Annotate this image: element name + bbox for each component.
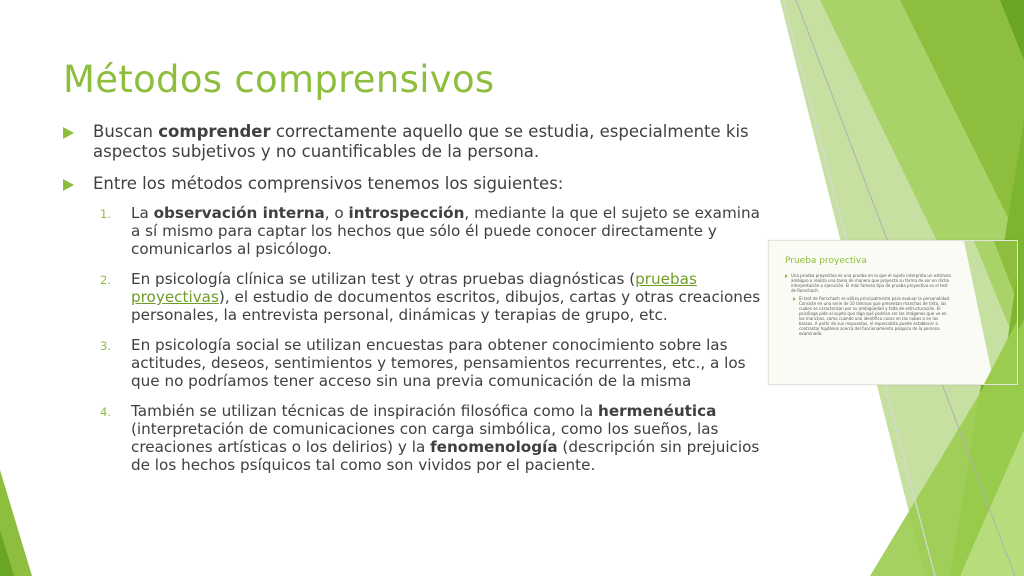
numbered-item	[100, 204, 772, 258]
bullet-arrow-icon	[63, 179, 74, 191]
bullet-arrow-icon	[63, 127, 74, 139]
bullet-item	[63, 174, 783, 194]
bullet-item	[63, 122, 783, 162]
bullet-text: Buscan comprender correctamente aquello que se estudia, especialmente kis aspectos subjetivos y no cuantificables de la persona.	[93, 122, 749, 161]
item-number: 3.	[100, 339, 111, 353]
item-text: También se utilizan técnicas de inspiración filosófica como la hermenéutica (interpretación de comunicaciones con carga simbólica, como los sueños, las creaciones artísticas o los delirios) y la fenomenología (descripción sin prejuicios de los hechos psíquicos tal como son vividos por el paciente.	[131, 402, 760, 474]
item-number: 1.	[100, 207, 111, 221]
thumbnail-subparagraph: El test de Rorschach se utiliza principalmente para evaluar la personalidad. Consiste en una serie de 10 láminas que presentan manchas de tinta, las cuales se caracterizan por su ambigüedad y falta de estructuración. El psicólogo pide al sujeto que diga qué podrían ser las imágenes que ve en las manchas, como cuando uno identifica cosas en las nubes o en las brasas. A partir de sus respuestas, el especialista puede establecer o contrastar hipótesis acerca del funcionamiento psíquico de la persona examinada.	[785, 296, 953, 336]
item-text: La observación interna, o introspección, mediante la que el sujeto se examina a sí mismo para captar los hechos que sólo él puede conocer directamente y comunicarlos al psicólogo.	[131, 204, 760, 258]
slide-title: Métodos comprensivos	[63, 58, 495, 101]
item-number: 2.	[100, 273, 111, 287]
numbered-item	[100, 270, 772, 324]
item-text: En psicología clínica se utilizan test y otras pruebas diagnósticas (pruebas proyectivas), el estudio de documentos escritos, dibujos, cartas y otras creaciones personales, la entrevista personal, dinámicas y terapias de grupo, etc.	[131, 270, 761, 324]
numbered-item	[100, 402, 772, 474]
bullet-text: Entre los métodos comprensivos tenemos los siguientes:	[93, 174, 564, 193]
pruebas-proyectivas-link[interactable]: pruebas proyectivas	[131, 270, 697, 306]
numbered-item	[100, 336, 772, 390]
item-text: En psicología social se utilizan encuestas para obtener conocimiento sobre las actitudes, deseos, sentimientos y temores, pensamientos recurrentes, etc., a los que no podríamos tener acceso sin una previa comunicación de la misma	[131, 336, 746, 390]
thumbnail-paragraph: Una prueba proyectiva es una prueba en la que el sujeto interpreta un estímulo ambiguo o realiza una tarea de manera que proyecta su forma de ser en dicha interpretación o ejecución. El más famoso tipo de prueba proyectiva es el test de Rorschach.	[785, 273, 953, 293]
thumbnail-body	[785, 273, 953, 336]
item-number: 4.	[100, 405, 111, 419]
linked-slide-thumbnail[interactable]	[768, 240, 1018, 385]
thumbnail-title: Prueba proyectiva	[785, 256, 867, 266]
